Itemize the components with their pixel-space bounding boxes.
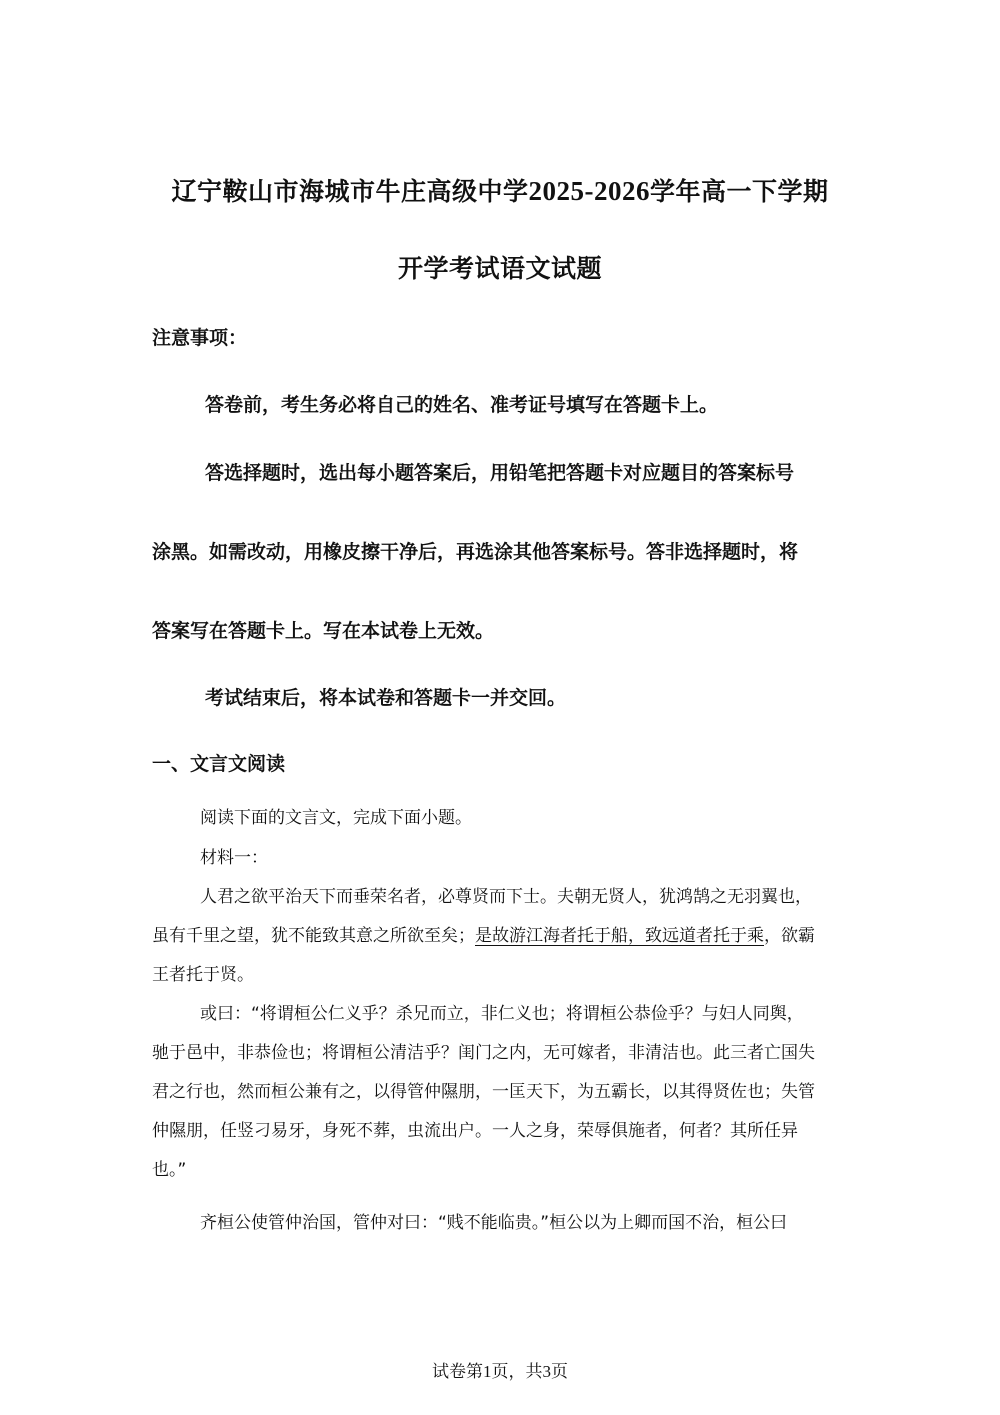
title-school-year: 2025-2026 bbox=[528, 176, 650, 206]
notice-item-2-line-3: 答案写在答题卡上。写在本试卷上无效。 bbox=[152, 620, 495, 642]
title-suffix: 学年高一下学期 bbox=[650, 177, 829, 206]
notice-item-1: 答卷前，考生务必将自己的姓名、准考证号填写在答题卡上。 bbox=[205, 394, 719, 416]
notice-item-2-line-2: 涂黑。如需改动，用橡皮擦干净后，再选涂其他答案标号。答非选择题时，将 bbox=[152, 541, 799, 563]
paragraph-2-line-5: 也。” bbox=[152, 1160, 187, 1180]
material-label: 材料一： bbox=[200, 848, 268, 868]
paragraph-2-line-1: 或曰：“将谓桓公仁义乎？杀兄而立，非仁义也；将谓桓公恭俭乎？与妇人同舆， bbox=[200, 1004, 804, 1024]
paragraph-1-line-1: 人君之欲平治天下而垂荣名者，必尊贤而下士。夫朝无贤人，犹鸿鹄之无羽翼也， bbox=[200, 887, 812, 907]
exam-title-line1 bbox=[0, 172, 1000, 208]
exam-title-line2: 开学考试语文试题 bbox=[397, 254, 602, 283]
notice-item-2-line-1: 答选择题时，选出每小题答案后，用铅笔把答题卡对应题目的答案标号 bbox=[205, 462, 795, 484]
paragraph-2-line-4: 仲隰朋，任竖刁易牙，身死不葬，虫流出户。一人之身，荣辱俱施者，何者？其所任异 bbox=[152, 1121, 798, 1141]
paragraph-2-line-2: 驰于邑中，非恭俭也；将谓桓公清洁乎？闺门之内，无可嫁者，非清洁也。此三者亡国失 bbox=[152, 1043, 815, 1063]
title-prefix: 辽宁鞍山市海城市牛庄高级中学 bbox=[171, 177, 529, 206]
paragraph-1-line-2 bbox=[152, 921, 815, 946]
reading-instruction: 阅读下面的文言文，完成下面小题。 bbox=[200, 808, 472, 828]
paragraph-1-line-2-post: ，欲霸 bbox=[764, 926, 815, 946]
page-footer: 试卷第1页，共3页 bbox=[432, 1362, 568, 1381]
paragraph-1-line-2-pre: 虽有千里之望，犹不能致其意之所欲至矣； bbox=[152, 926, 475, 946]
paragraph-1-line-3: 王者托于贤。 bbox=[152, 965, 254, 985]
paragraph-2-line-3: 君之行也，然而桓公兼有之，以得管仲隰朋，一匡天下，为五霸长，以其得贤佐也；失管 bbox=[152, 1082, 815, 1102]
section-heading-classical-chinese: 一、文言文阅读 bbox=[152, 753, 286, 775]
underlined-sentence: 是故游江海者托于船，致远道者托于乘 bbox=[475, 926, 764, 946]
paragraph-3-line-1: 齐桓公使管仲治国，管仲对曰：“贱不能临贵。”桓公以为上卿而国不治，桓公曰 bbox=[200, 1213, 788, 1233]
notice-item-3: 考试结束后，将本试卷和答题卡一并交回。 bbox=[205, 687, 567, 709]
notice-heading: 注意事项： bbox=[152, 327, 248, 349]
